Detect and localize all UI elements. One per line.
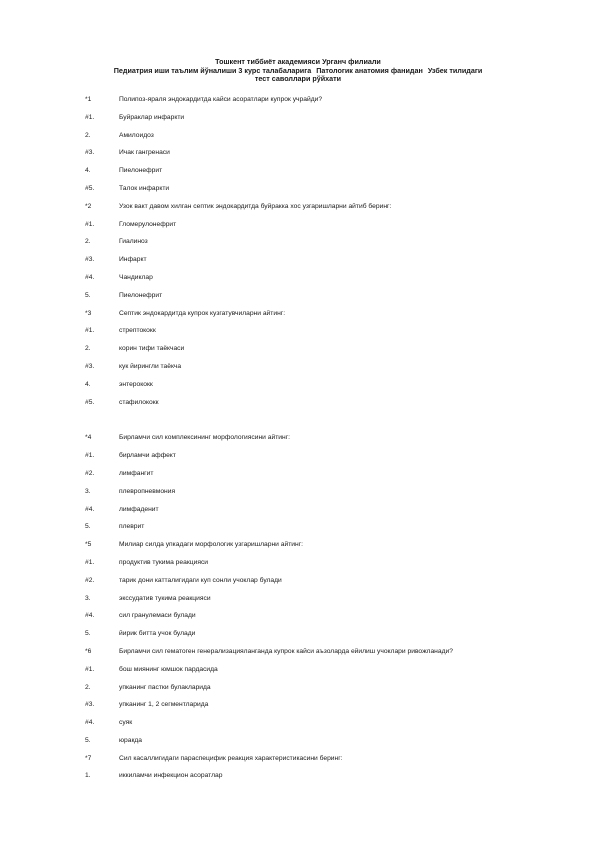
answer-marker: 3. — [85, 487, 91, 495]
answer-text: сил гранулемаси булади — [119, 612, 196, 620]
answer-row — [85, 185, 556, 203]
answer-marker: #1. — [85, 113, 95, 121]
answer-marker: 5. — [85, 291, 91, 299]
question-row — [85, 648, 556, 666]
answer-marker: #4. — [85, 273, 95, 281]
question-number: *7 — [85, 754, 92, 762]
answer-row — [85, 666, 556, 684]
question-number: *6 — [85, 647, 92, 655]
answer-row — [85, 630, 556, 648]
answer-row — [85, 612, 556, 630]
question-row — [85, 203, 556, 221]
answer-row — [85, 506, 556, 524]
answer-row — [85, 595, 556, 613]
answer-marker: #4. — [85, 612, 95, 620]
answer-marker: 4. — [85, 167, 91, 175]
question-number: *2 — [85, 202, 92, 210]
answer-marker: #3. — [85, 362, 95, 370]
answer-text: продуктив тукима реакцияси — [119, 558, 209, 566]
answer-text: тарик дони катталигидаги куп сонли учоклар булади — [119, 576, 282, 584]
question-number: *1 — [85, 96, 92, 103]
answer-row — [85, 559, 556, 577]
answer-text: Инфаркт — [119, 256, 147, 264]
answer-text: Талок инфаркти — [119, 184, 170, 192]
answer-text: стафилококк — [119, 398, 159, 406]
answer-row — [85, 719, 556, 737]
answer-row — [85, 772, 556, 790]
answer-text: упканинг пастки булакларида — [119, 683, 211, 691]
header-list-title: тест саволлари рўйхати — [254, 74, 342, 83]
answer-marker: 2. — [85, 345, 91, 353]
question-row — [85, 755, 556, 773]
answer-marker: #4. — [85, 719, 95, 727]
answer-row — [85, 737, 556, 755]
answer-marker: #1. — [85, 220, 95, 228]
answer-text: плеврит — [119, 523, 145, 531]
answer-text: плевропневмония — [119, 487, 176, 495]
answer-marker: 4. — [85, 380, 91, 388]
header-subject: Патологик анатомия фанидан — [316, 65, 423, 75]
question-text: Полипоз-яраля эндокардитда кайси асоратлари купрок учрайди? — [119, 96, 323, 103]
answer-text: Ичак гангренаси — [119, 149, 170, 157]
answer-row — [85, 381, 556, 399]
answer-text: йирик битта учок булади — [119, 630, 196, 638]
answer-marker: 2. — [85, 238, 91, 246]
answer-marker: 2. — [85, 683, 91, 691]
answer-text: энтерококк — [119, 380, 153, 388]
answer-row — [85, 292, 556, 310]
question-list — [85, 96, 556, 790]
answer-text: Пиелонефрит — [119, 167, 163, 175]
document-header — [90, 58, 506, 84]
answer-marker: #2. — [85, 576, 95, 584]
answer-row — [85, 221, 556, 239]
answer-row — [85, 327, 556, 345]
question-number: *5 — [85, 541, 92, 549]
answer-text: лимфаденит — [119, 505, 159, 513]
answer-text: корин тифи таёкчаси — [119, 345, 185, 353]
answer-row — [85, 132, 556, 150]
answer-marker: 1. — [85, 772, 91, 780]
answer-marker: #3. — [85, 701, 95, 709]
question-text: Милиар силда упкадаги морфологик узгаришларни айтинг: — [119, 541, 303, 549]
answer-text: Амилоидоз — [119, 131, 154, 139]
answer-marker: 5. — [85, 736, 91, 744]
answer-row — [85, 452, 556, 470]
answer-row — [85, 399, 556, 417]
answer-row — [85, 577, 556, 595]
answer-row — [85, 149, 556, 167]
answer-row — [85, 274, 556, 292]
answer-text: Гломерулонефрит — [119, 220, 177, 228]
answer-marker: 5. — [85, 523, 91, 531]
answer-marker: #2. — [85, 469, 95, 477]
answer-text: лимфангит — [119, 469, 154, 477]
header-course: Педиатрия иши таълим йўналиши 3 курс талабаларига — [113, 65, 312, 75]
answer-row — [85, 256, 556, 274]
header-language: Узбек тилидаги — [427, 65, 483, 75]
answer-marker: 5. — [85, 630, 91, 638]
answer-marker: #1. — [85, 452, 95, 460]
answer-text: Гиалиноз — [119, 238, 148, 246]
answer-text: стрептококк — [119, 327, 156, 335]
answer-text: Буйраклар инфаркти — [119, 113, 185, 121]
question-text: Бирламчи сил комплексининг морфологиясини айтинг: — [119, 434, 291, 442]
question-text: Бирламчи сил гематоген генерализацияланганда купрок кайси аъзоларда ейилиш учоклари ривожланади? — [119, 647, 453, 655]
answer-text: юракда — [119, 736, 143, 744]
answer-text: бирламчи аффект — [119, 452, 176, 460]
answer-row — [85, 238, 556, 256]
question-row — [85, 541, 556, 559]
answer-marker: #3. — [85, 256, 95, 264]
answer-text: суяк — [119, 719, 133, 727]
question-row — [85, 96, 556, 114]
question-row — [85, 310, 556, 328]
answer-text: кук йирингли таёкча — [119, 362, 182, 370]
answer-text: Пиелонефрит — [119, 291, 163, 299]
answer-marker: 3. — [85, 594, 91, 602]
answer-text: Чандиклар — [119, 273, 153, 281]
answer-marker: #4. — [85, 505, 95, 513]
answer-row — [85, 684, 556, 702]
question-text: Сил касаллигидаги параспецифик реакция характеристикасини беринг: — [119, 754, 343, 762]
answer-row — [85, 701, 556, 719]
answer-marker: 2. — [85, 131, 91, 139]
answer-marker: #1. — [85, 558, 95, 566]
header-institution: Тошкент тиббиёт академияси Урганч филиали — [215, 57, 381, 66]
answer-text: упканинг 1, 2 сегментларида — [119, 701, 209, 709]
answer-text: экссудатив тукима реакцияси — [119, 594, 211, 602]
answer-row — [85, 114, 556, 132]
answer-row — [85, 345, 556, 363]
answer-text: иккиламчи инфекцион асоратлар — [119, 772, 223, 780]
question-text: Септик эндокардитда купрок кузгатувчиларни айтинг: — [119, 309, 286, 317]
answer-row — [85, 363, 556, 381]
question-row — [85, 434, 556, 452]
answer-marker: #5. — [85, 184, 95, 192]
answer-text: бош миянинг юмшок пардасида — [119, 665, 218, 673]
answer-row — [85, 470, 556, 488]
answer-marker: #1. — [85, 665, 95, 673]
answer-row — [85, 167, 556, 185]
answer-marker: #5. — [85, 398, 95, 406]
answer-row — [85, 488, 556, 506]
question-text: Узок вакт давом хилган септик эндокардитда буйракка хос узгаришларни айтиб беринг: — [119, 202, 392, 210]
answer-row — [85, 523, 556, 541]
question-number: *3 — [85, 309, 92, 317]
question-number: *4 — [85, 434, 92, 442]
answer-marker: #3. — [85, 149, 95, 157]
answer-marker: #1. — [85, 327, 95, 335]
